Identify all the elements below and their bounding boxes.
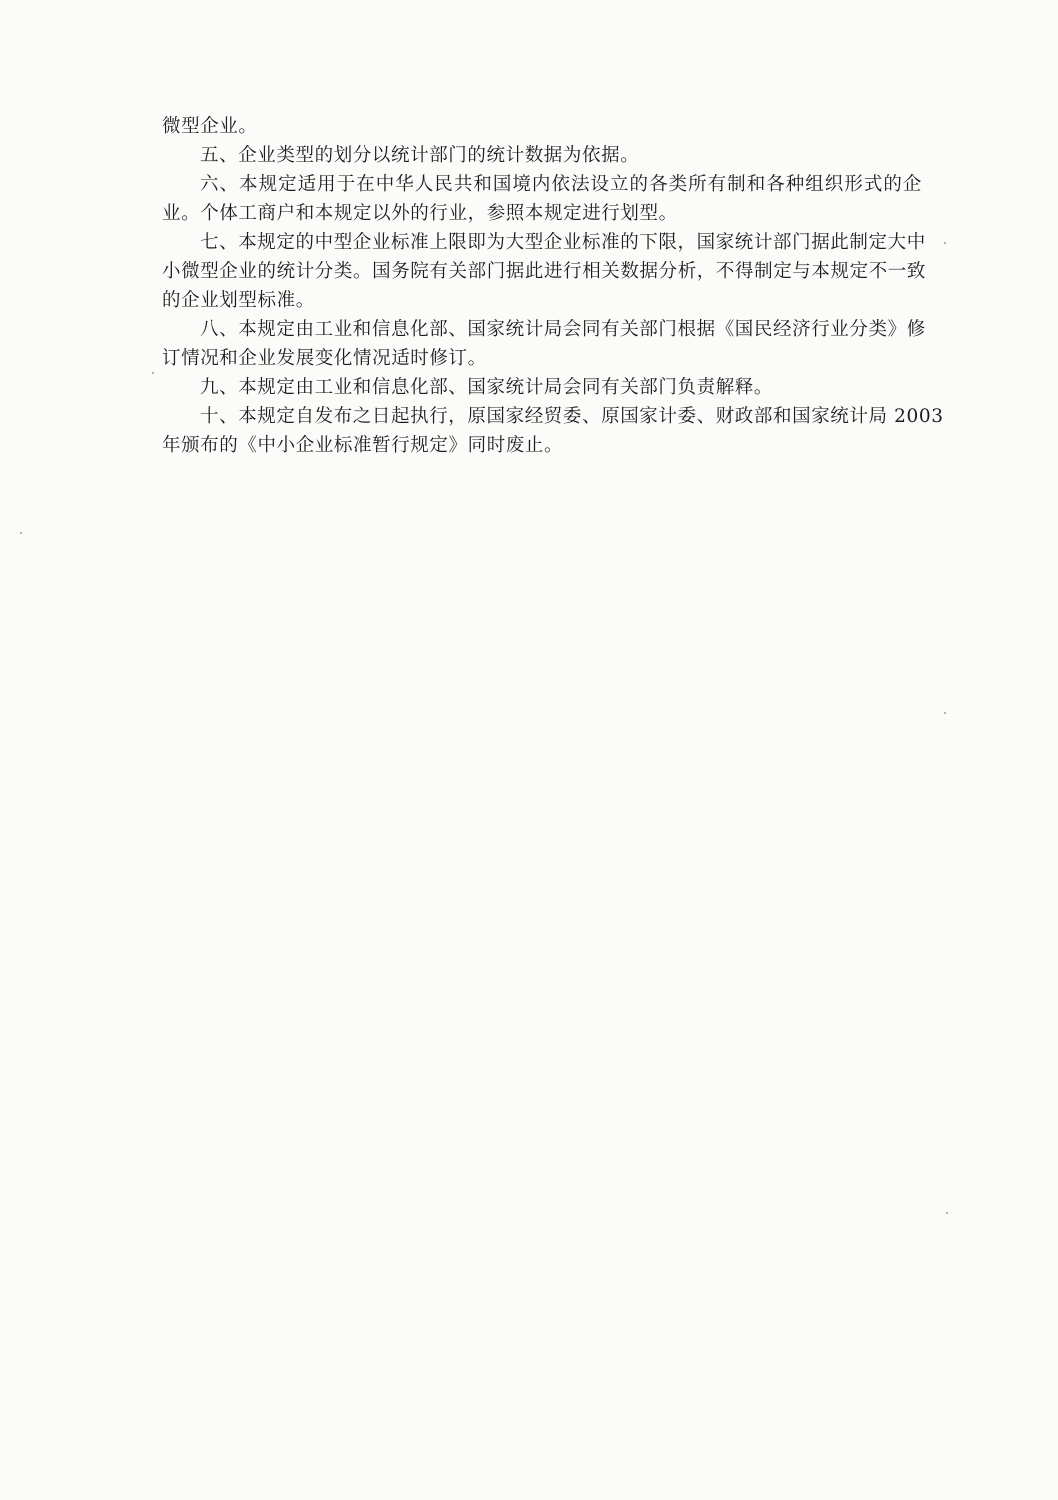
clause-8-line-1: 八、本规定由工业和信息化部、国家统计局会同有关部门根据《国民经济行业分类》修: [200, 319, 926, 340]
clause-10-line-1: 十、本规定自发布之日起执行，原国家经贸委、原国家计委、财政部和国家统计局 2003: [200, 406, 944, 427]
clause-7-line-2: 小微型企业的统计分类。国务院有关部门据此进行相关数据分析，不得制定与本规定不一致: [162, 261, 927, 282]
scan-speck: [152, 372, 154, 374]
clause-7-line-3: 的企业划型标准。: [162, 290, 315, 311]
scan-speck: [944, 242, 946, 244]
clause-10-line-2: 年颁布的《中小企业标准暂行规定》同时废止。: [162, 435, 564, 456]
scan-speck: [946, 1212, 948, 1214]
clause-5-line: 五、企业类型的划分以统计部门的统计数据为依据。: [200, 145, 640, 166]
clause-8-line-2: 订情况和企业发展变化情况适时修订。: [162, 348, 487, 369]
paragraph-continuation-line: 微型企业。: [162, 116, 258, 137]
document-body: [162, 112, 944, 460]
clause-7-line-1: 七、本规定的中型企业标准上限即为大型企业标准的下限，国家统计部门据此制定大中: [200, 232, 926, 253]
scan-speck: [944, 712, 946, 714]
scan-speck: [20, 532, 22, 534]
clause-9-line: 九、本规定由工业和信息化部、国家统计局会同有关部门负责解释。: [200, 377, 774, 398]
clause-6-line-1: 六、本规定适用于在中华人民共和国境内依法设立的各类所有制和各种组织形式的企: [200, 174, 922, 195]
clause-6-line-2: 业。个体工商户和本规定以外的行业，参照本规定进行划型。: [162, 203, 678, 224]
